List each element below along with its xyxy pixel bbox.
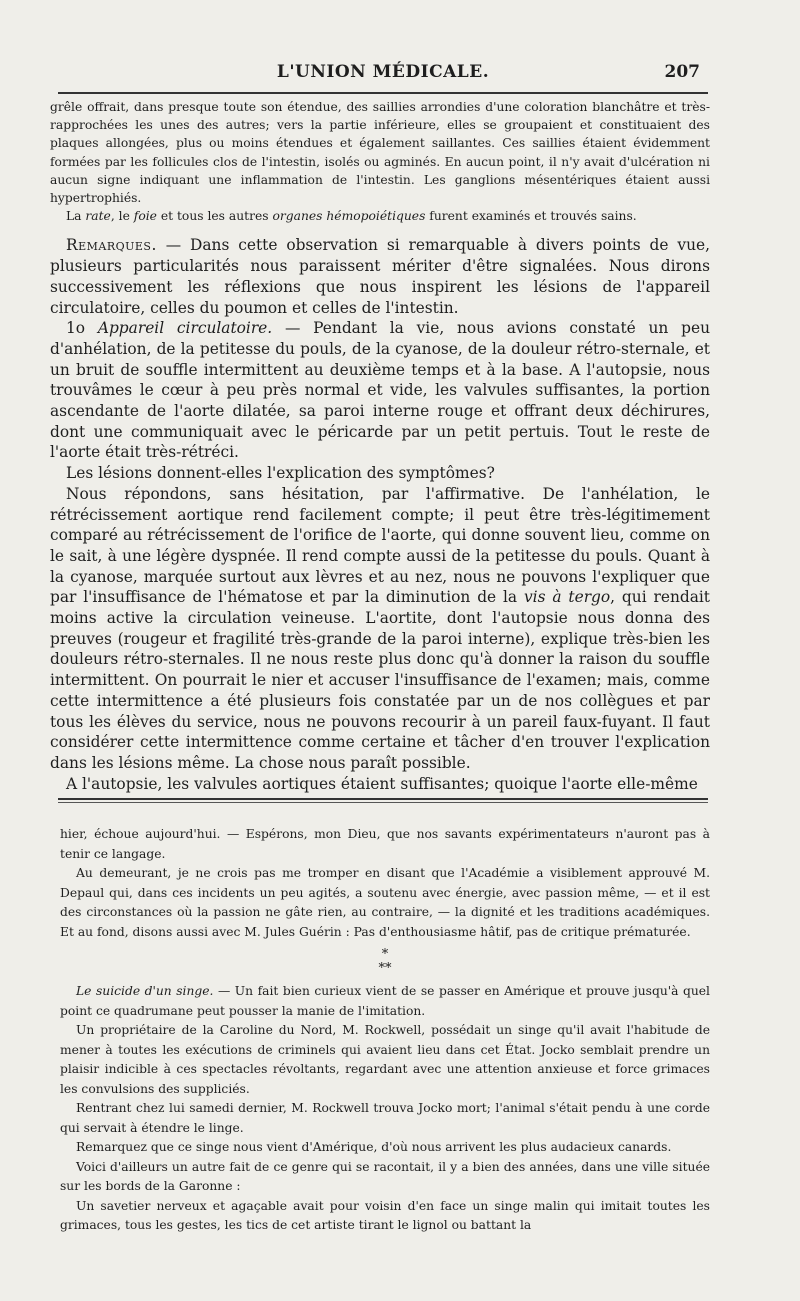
text-run: furent examinés et trouvés sains. [425,209,637,224]
feuilleton-paragraph: Voici d'ailleurs un autre fait de ce genre qui se racontait, il y a bien des années, dans une ville située sur les bords de la Garonne : [60,1159,710,1193]
feuilleton-paragraph: Rentrant chez lui samedi dernier, M. Rockwell trouva Jocko mort; l'animal s'était pendu à une corde qui servait à étendre le linge. [60,1101,710,1135]
text-run: , le [110,209,134,224]
text-run: Nous répondons, sans hésitation, par l'affirmative. De l'anhélation, le rétrécissement aortique rend facilement compte; il peut être très-légitimement comparé au rétrécissement de l'orifice de l'aorte, qui donne souvent lieu, comme on le sait, à une légère dyspnée. Il rend compte aussi de la petitesse du pouls. Quant à la cyanose, marquée surtout aux lèvres et au nez, nous ne pouvons l'expliquer que par l'insuffisance de l'hématose et par la diminution de la [50,484,710,607]
section-title: Appareil circulatoire. [97,319,273,338]
feuilleton-rule-thin [58,802,708,803]
page-number: 207 [664,62,700,82]
feuilleton-paragraph: Un savetier nerveux et agaçable avait pour voisin d'en face un singe malin qui imitait toutes les grimaces, tous les gestes, les tics de cet artiste tirant le lignol ou battant la [60,1198,710,1232]
text-run: La [66,209,86,224]
text-run: — Un fait bien curieux vient de se passer en Amérique et prouve jusqu'à quel point ce quadrumane peut pousser la manie de l'imitation. [60,984,710,1018]
paragraph-autopsie: A l'autopsie, les valvules aortiques étaient suffisantes; quoique l'aorte elle-même [66,774,698,793]
anecdote-title: Le suicide d'un singe. [76,984,214,998]
feuilleton-paragraph: Au demeurant, je ne crois pas me tromper en disant que l'Académie a visiblement approuvé M. Depaul qui, dans ces incidents un peu agités, a soutenu avec énergie, avec passion même, — et il est des circonstances où la passion ne gâte rien, au contraire, — la dignité et les traditions académiques. Et au fond, disons aussi avec M. Jules Guérin : Pas d'enthousiasme hâtif, pas de critique prématurée. [60,866,710,939]
paragraph-question: Les lésions donnent-elles l'explication des symptômes? [66,464,495,483]
feuilleton-rule [58,798,708,800]
running-title: L'UNION MÉDICALE. [276,62,490,82]
paragraph-organs [50,207,710,225]
text-run: — Dans cette observation si remarquable à divers points de vue, plusieurs particularités nous paraissent mériter d'être signalées. Nous dirons successivement les réflexions que nous inspirent les lésions de l'appareil circulatoire, celles du poumon et celles de l'intestin. [50,236,710,317]
italic-rate: rate [85,209,111,224]
text-run: et tous les autres [156,209,273,224]
paragraph-intestine: grêle offrait, dans presque toute son étendue, des saillies arrondies d'une coloration blanchâtre et très-rapprochées les unes des autres; vers la partie inférieure, elles se groupaient et constituaient des plaques allongées, plus ou moins étendues et également saillantes. Ces saillies étaient évidemment formées par les follicules clos de l'intestin, isolés ou agminés. En aucun point, il n'y avait d'ulcération ni aucun signe indiquant une inflammation de l'intestin. Les ganglions mésentériques étaient aussi hypertrophiés. [50,100,710,206]
spacer [50,225,710,235]
text-run: — Pendant la vie, nous avions constaté un peu d'anhélation, de la petitesse du pouls, de la cyanose, de la douleur rétro-sternale, et un bruit de souffle intermittent au deuxième temps et à la base. A l'autopsie, nous trouvâmes le cœur à peu près normal et vide, les valvules suffisantes, la portion ascendante de l'aorte dilatée, sa paroi interne rouge et offrant deux déchirures, dont une communiquait avec le péricarde par un petit pertuis. Tout le reste de l'aorte était très-rétréci. [50,319,710,462]
feuilleton-paragraph: Remarquez que ce singe nous vient d'Amérique, d'où nous arrivent les plus audacieux canards. [76,1140,672,1154]
feuilleton-paragraph: Un propriétaire de la Caroline du Nord, M. Rockwell, possédait un singe qu'il avait l'habitude de mener à toutes les exécutions de criminels qui avaient lieu dans cet État. Jocko semblait prendre un plaisir indicible à ces spectacles révoltants, regardant avec une attention anxieuse et force grimaces les convulsions des suppliciés. [60,1023,710,1096]
article-body [50,98,710,794]
italic-vis-a-tergo: vis à tergo [523,588,611,607]
page-header [58,62,708,84]
paragraph-answer [50,484,710,774]
text-run: , qui rendait moins active la circulation veineuse. L'aortite, dont l'autopsie nous donna des preuves (rougeur et fragilité très-grande de la paroi interne), explique très-bien les douleurs rétro-sternales. Il ne nous reste plus donc qu'à donner la raison du souffle intermittent. On pourrait le nier et accuser l'insuffisance de l'examen; mais, comme cette intermittence a été plusieurs fois constatée par un de nos collègues et par tous les élèves du service, nous ne pouvons recourir à un pareil faux-fuyant. Il faut considérer cette intermittence comme certaine et tâcher d'en trouver l'explication dans les lésions même. La chose nous paraît possible. [50,588,710,772]
asterism-top: * [381,947,389,962]
feuilleton-column [60,825,710,1236]
italic-organes: organes hémopoiétiques [272,209,426,224]
feuilleton-paragraph [60,982,710,1021]
header-rule [58,92,708,94]
paragraph-appareil [50,318,710,463]
section-number: 1o [66,319,98,338]
remarques-heading: Remarques. [66,236,157,255]
asterism [60,948,710,976]
paragraph-remarques [50,235,710,318]
feuilleton-paragraph: hier, échoue aujourd'hui. — Espérons, mon Dieu, que nos savants expérimentateurs n'auront pas à tenir ce langage. [60,827,710,861]
italic-foie: foie [133,209,157,224]
asterism-bottom: ** [378,961,392,976]
